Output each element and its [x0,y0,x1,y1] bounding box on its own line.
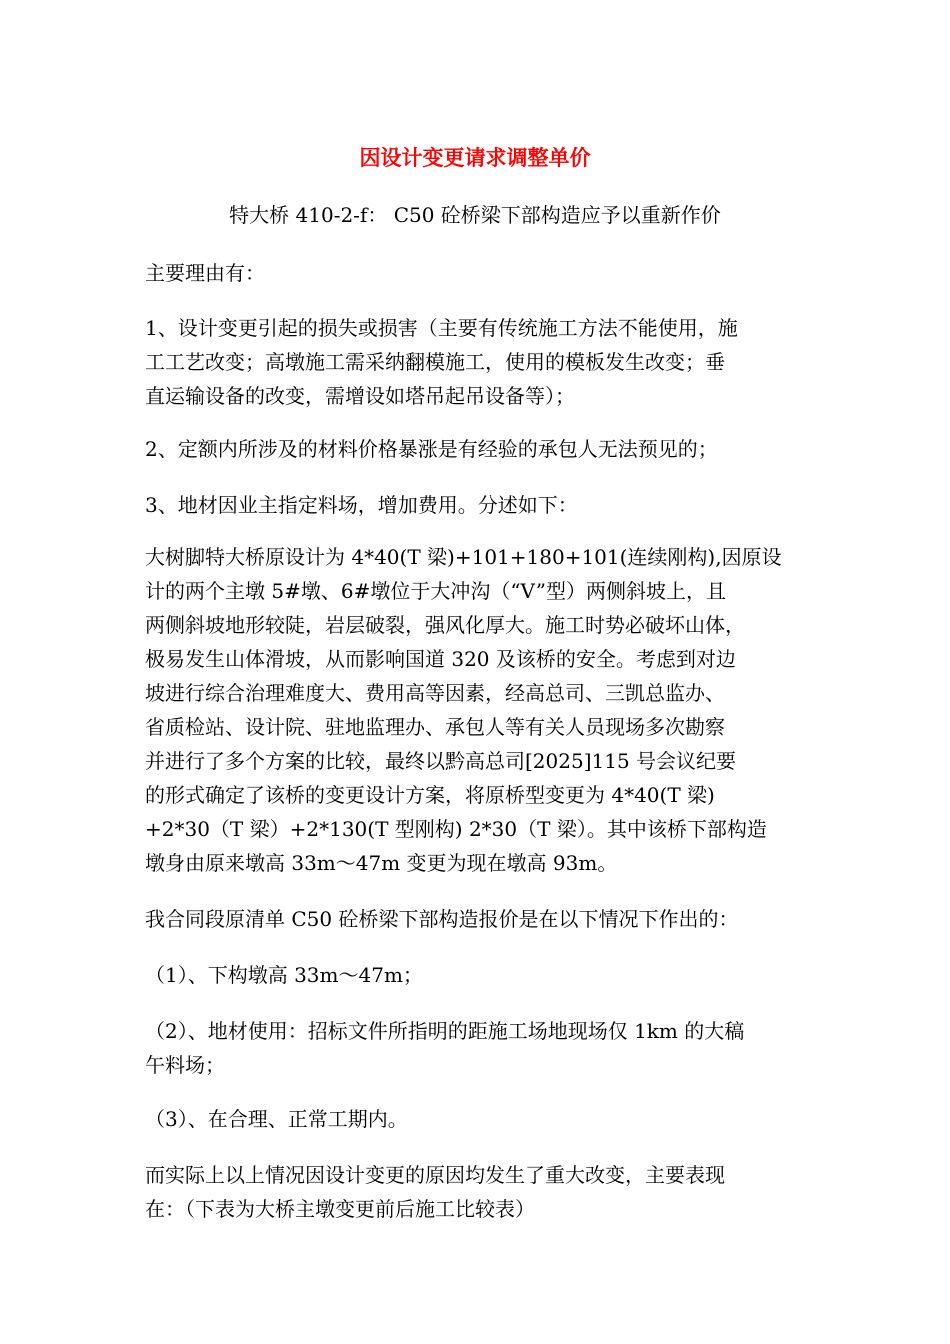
condition-2-paragraph [145,1014,805,1082]
condition-3-line-1: （3）、在合理、正常工期内。 [145,1107,408,1131]
quote-intro-paragraph: 我合同段原清单 C50 砼桥梁下部构造报价是在以下情况下作出的： [145,907,739,931]
description-line-8: 的形式确定了该桥的变更设计方案，将原桥型变更为 4*40(T 梁) [145,783,715,807]
description-line-9: +2*30（T 梁）+2*130(T 型刚构) 2*30（T 梁）。其中该桥下部构造 [145,817,767,841]
document-subtitle: 特大桥 410-2-f： C50 砼桥梁下部构造应予以重新作价 [229,203,721,227]
description-paragraph [145,540,805,880]
description-line-4: 极易发生山体滑坡，从而影响国道 320 及该桥的安全。考虑到对边 [145,647,736,671]
description-line-5: 坡进行综合治理难度大、费用高等因素，经高总司、三凯总监办、 [145,681,725,705]
description-line-3: 两侧斜坡地形较陡，岩层破裂，强风化厚大。施工时势必破坏山体， [145,613,745,637]
reason-3-paragraph [145,488,805,522]
condition-1-line-1: （1）、下构墩高 33m～47m； [145,963,423,987]
condition-1-paragraph [145,958,805,992]
condition-2-line-1: （2）、地材使用：招标文件所指明的距施工场地现场仅 1km 的大稿 [145,1019,745,1043]
conclusion-paragraph [145,1158,805,1226]
reason-2-paragraph [145,432,805,466]
conclusion-line-1: 而实际上以上情况因设计变更的原因均发生了重大改变，主要表现 [145,1163,725,1187]
condition-2-line-2: 午料场； [145,1053,225,1077]
reason-1-paragraph [145,311,805,413]
description-line-6: 省质检站、设计院、驻地监理办、承包人等有关人员现场多次勘察 [145,715,725,739]
reason-1-line-2: 工工艺改变；高墩施工需采纳翻模施工，使用的模板发生改变；垂 [145,350,725,374]
reason-1-line-3: 直运输设备的改变，需增设如塔吊起吊设备等）； [145,384,575,408]
reason-3-line-1: 3、地材因业主指定料场，增加费用。分述如下： [145,493,578,517]
description-line-7: 并进行了多个方案的比较，最终以黔高总司[2025]115 号会议纪要 [145,749,737,773]
description-line-10: 墩身由原来墩高 33m～47m 变更为现在墩高 93m。 [145,851,618,875]
condition-3-paragraph [145,1102,805,1136]
intro-paragraph: 主要理由有： [145,261,265,285]
reason-2-line-1: 2、定额内所涉及的材料价格暴涨是有经验的承包人无法预见的； [145,437,718,461]
document-title: 因设计变更请求调整单价 [359,145,591,170]
conclusion-line-2: 在：（下表为大桥主墩变更前后施工比较表） [145,1197,535,1221]
reason-1-line-1: 1、设计变更引起的损失或损害（主要有传统施工方法不能使用，施 [145,316,738,340]
description-line-2: 计的两个主墩 5#墩、6#墩位于大冲沟（“V”型）两侧斜坡上，且 [145,579,726,603]
description-line-1: 大树脚特大桥原设计为 4*40(T 梁)+101+180+101(连续刚构),因原设 [145,545,782,569]
